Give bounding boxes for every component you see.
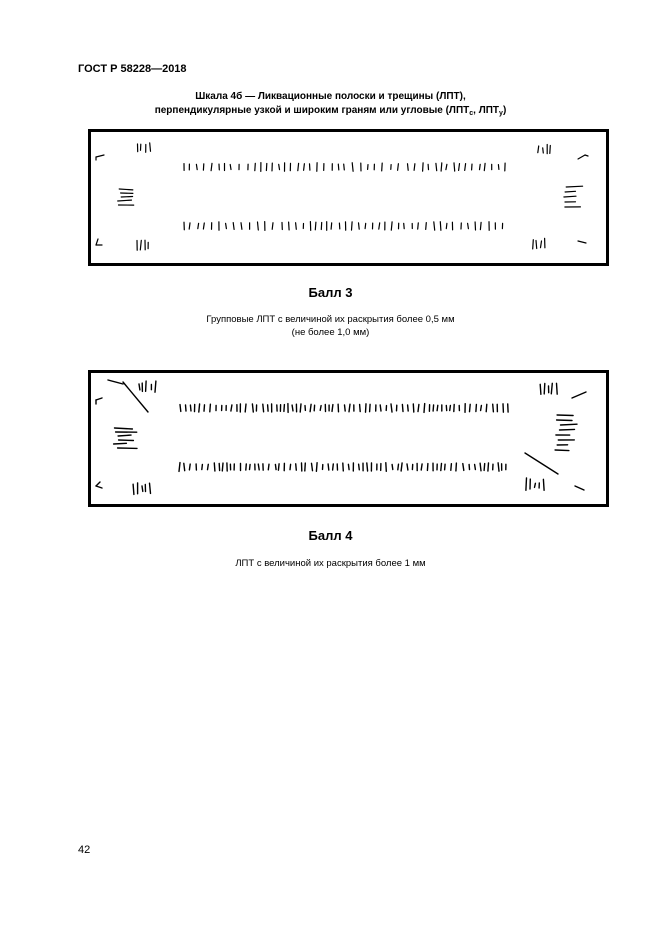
crack-mark — [189, 223, 190, 229]
crack-mark — [445, 464, 446, 470]
crack-mark — [475, 465, 476, 470]
crack-mark — [555, 450, 569, 451]
crack-mark — [349, 404, 350, 412]
crack-mark — [252, 404, 253, 412]
scale-caption — [0, 90, 661, 121]
crack-mark — [139, 384, 140, 390]
crack-mark — [543, 479, 544, 490]
crack-mark — [561, 424, 578, 425]
crack-mark — [316, 463, 317, 472]
crack-mark — [180, 405, 181, 412]
crack-mark — [481, 406, 482, 411]
crack-mark — [564, 196, 576, 197]
crack-mark — [382, 163, 383, 171]
crack-mark — [557, 415, 573, 416]
crack-mark — [150, 143, 151, 151]
crack-mark — [544, 384, 545, 394]
crack-mark — [278, 464, 279, 470]
crack-mark — [424, 404, 425, 413]
crack-mark — [333, 464, 334, 470]
figure-score-4 — [88, 370, 609, 507]
crack-mark — [557, 420, 572, 421]
crack-mark — [486, 404, 487, 411]
crack-mark — [398, 164, 399, 171]
crack-mark — [226, 223, 227, 228]
crack-mark — [480, 463, 481, 471]
crack-mark — [543, 148, 544, 153]
crack-mark — [142, 486, 143, 491]
crack-mark — [208, 464, 209, 469]
crack-mark — [315, 222, 316, 230]
crack-mark — [488, 463, 489, 471]
crack-mark — [150, 483, 151, 493]
crack-mark — [292, 405, 293, 411]
crack-mark — [272, 223, 273, 230]
crack-mark — [493, 404, 494, 412]
crack-mark — [367, 463, 368, 471]
crack-mark — [258, 222, 259, 230]
crack-mark — [279, 164, 280, 169]
crack-mark — [540, 384, 541, 394]
crack-mark — [268, 405, 269, 411]
crack-mark — [427, 464, 428, 471]
crack-mark — [359, 464, 360, 470]
crack-mark — [408, 405, 409, 411]
crack-mark — [480, 164, 481, 169]
crack-mark — [331, 223, 332, 229]
crack-mark — [304, 164, 305, 171]
crack-mark — [186, 405, 187, 411]
crack-mark — [263, 404, 264, 412]
caption-line-2: перпендикулярные узкой и широким граням или угловые ($ЛПТ_с$, $ЛПТ_у$) — [154, 105, 507, 117]
crack-mark — [352, 222, 353, 230]
crack-mark — [198, 223, 199, 228]
crack-mark — [426, 223, 427, 230]
crack-mark — [401, 463, 402, 471]
crack-mark — [345, 405, 346, 411]
crack-mark — [305, 463, 306, 471]
crack-mark — [418, 223, 419, 229]
crack-mark — [115, 428, 133, 429]
crack-mark — [526, 478, 527, 490]
crack-mark — [392, 465, 393, 470]
crack-mark — [468, 223, 469, 228]
crack-mark — [566, 186, 582, 187]
crack-mark — [454, 163, 455, 171]
crack-mark — [155, 381, 156, 392]
crack-mark — [380, 405, 381, 411]
crack-mark — [441, 163, 442, 171]
crack-mark — [258, 464, 259, 470]
crack-mark — [359, 223, 360, 229]
crack-mark — [246, 464, 247, 470]
crack-mark — [456, 463, 457, 471]
crack-mark — [470, 404, 471, 411]
crack-mark — [189, 464, 190, 470]
crack-mark — [300, 404, 301, 412]
crack-mark — [348, 464, 349, 469]
crack-mark — [133, 484, 134, 494]
crack-mark — [560, 429, 575, 430]
figure-score-3 — [88, 129, 609, 266]
crack-mark — [418, 404, 419, 411]
crack-mark — [365, 223, 366, 228]
crack-mark — [190, 405, 191, 411]
crack-mark — [296, 223, 297, 230]
crack-mark — [423, 163, 424, 171]
crack-mark — [551, 383, 552, 394]
crack-mark — [343, 463, 344, 471]
crack-mark — [202, 464, 203, 469]
crack-mark — [402, 405, 403, 412]
crack-mark — [118, 435, 131, 436]
crack-mark — [268, 464, 269, 470]
crack-mark — [386, 463, 387, 472]
crack-mark — [312, 463, 313, 470]
crack-mark — [204, 405, 205, 411]
crack-mark — [199, 404, 200, 412]
crack-mark — [433, 405, 434, 411]
crack-mark — [119, 440, 134, 441]
crack-mark — [250, 464, 251, 469]
crack-mark — [550, 146, 551, 154]
crack-mark — [222, 463, 223, 471]
crack-mark — [290, 464, 291, 469]
crack-mark — [476, 405, 477, 412]
crack-mark — [463, 464, 464, 471]
crack-mark — [404, 223, 405, 228]
crack-mark — [414, 164, 415, 171]
crack-mark — [275, 464, 276, 469]
crack-mark — [498, 165, 499, 170]
crack-mark — [231, 405, 232, 411]
score-label-3: Балл 3 — [308, 285, 353, 300]
crack-mark — [450, 406, 451, 411]
crack-mark — [557, 383, 558, 394]
crack-mark — [121, 197, 132, 198]
crack-mark — [484, 464, 485, 471]
page-number: 42 — [78, 844, 91, 856]
caption-line-1: Шкала 4б — Ликвационные полоски и трещины (ЛПТ), — [195, 91, 466, 102]
crack-mark — [437, 405, 438, 410]
figure-frame — [90, 131, 608, 265]
score-3-description: Групповые ЛПТ с величиной их раскрытия более 0,5 мм (не более 1,0 мм) — [206, 314, 455, 338]
crack-mark — [565, 191, 575, 192]
crack-mark — [440, 222, 441, 231]
crack-mark — [441, 463, 442, 470]
crack-mark — [184, 463, 185, 470]
crack-mark — [179, 463, 180, 472]
crack-mark — [360, 404, 361, 411]
crack-mark — [533, 240, 534, 249]
crack-mark — [451, 464, 452, 471]
crack-mark — [398, 464, 399, 470]
crack-mark — [436, 163, 437, 170]
crack-mark — [413, 404, 414, 412]
crack-mark — [296, 464, 297, 470]
crack-mark — [535, 483, 536, 487]
crack-mark — [484, 163, 485, 170]
crack-mark — [214, 463, 215, 471]
crack-mark — [146, 381, 147, 391]
crack-mark — [391, 222, 392, 230]
crack-mark — [328, 464, 329, 470]
score-label-4: Балл 4 — [308, 528, 353, 543]
crack-mark — [338, 164, 339, 170]
crack-mark — [536, 241, 537, 249]
crack-mark — [370, 404, 371, 411]
crack-mark — [446, 223, 447, 228]
crack-mark — [421, 464, 422, 470]
crack-mark — [114, 443, 127, 444]
crack-mark — [480, 222, 481, 229]
crack-mark — [391, 404, 392, 412]
crack-mark — [210, 404, 211, 412]
crack-mark — [332, 405, 333, 412]
score-4-description: ЛПТ с величиной их раскрытия более 1 мм — [235, 558, 426, 569]
crack-mark — [255, 163, 256, 170]
crack-mark — [408, 164, 409, 171]
crack-mark — [320, 406, 321, 411]
document-header: ГОСТ Р 58228—2018 — [78, 63, 187, 75]
crack-mark — [284, 405, 285, 412]
crack-mark — [230, 165, 231, 170]
crack-mark — [366, 404, 367, 412]
crack-mark — [344, 164, 345, 170]
crack-mark — [289, 222, 290, 230]
crack-mark — [245, 404, 246, 412]
crack-mark — [498, 463, 499, 471]
crack-mark — [298, 163, 299, 170]
crack-mark — [196, 164, 197, 169]
crack-mark — [407, 464, 408, 470]
crack-mark — [310, 404, 311, 411]
